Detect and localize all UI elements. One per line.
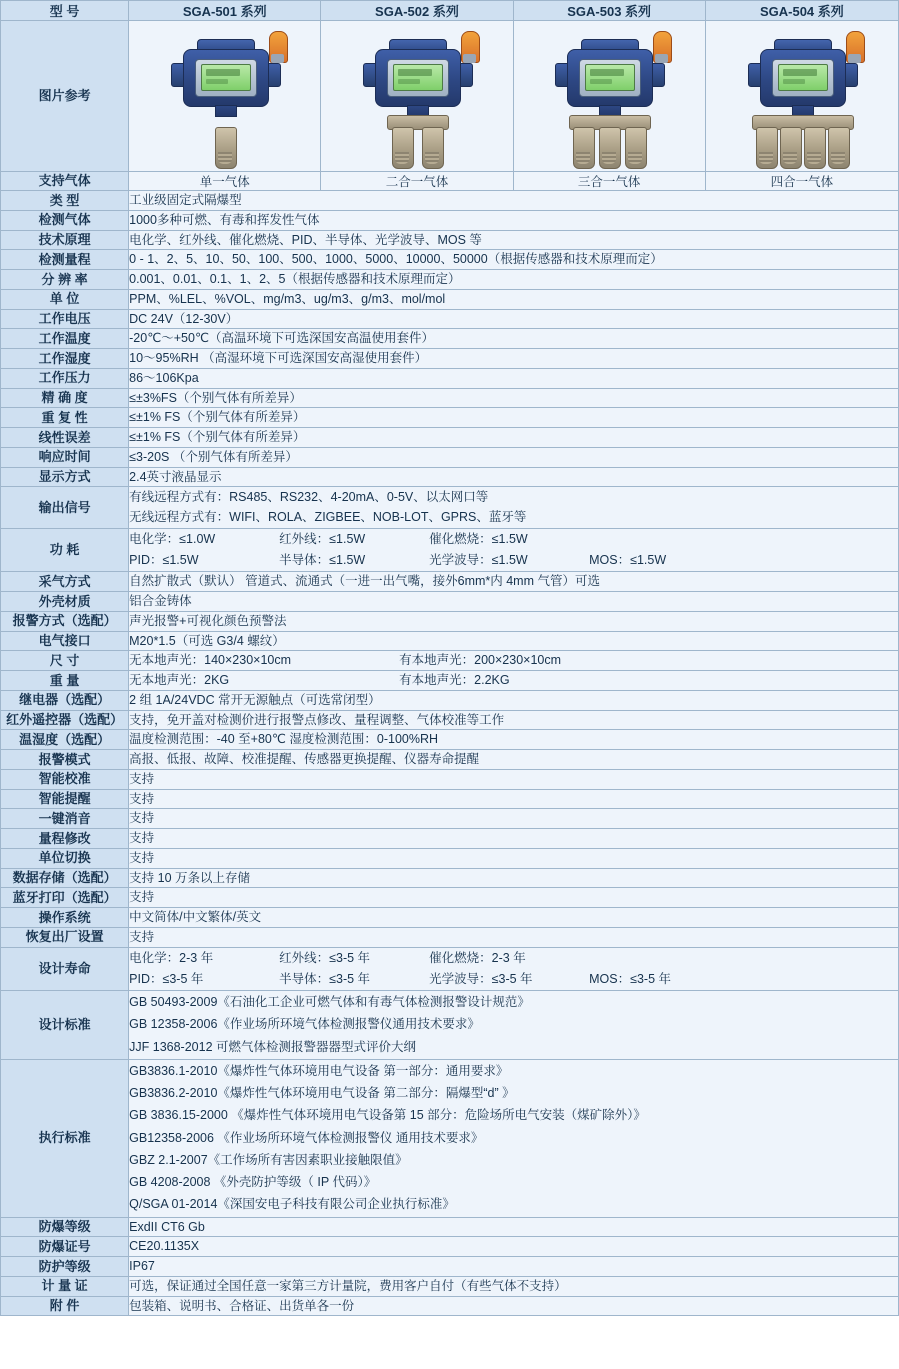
exec-standard-item: GBZ 2.1-2007《工作场所有害因素职业接触限值》 [129, 1152, 408, 1167]
row-value-data-storage: 支持 10 万条以上存储 [129, 868, 899, 888]
power-catalytic: 催化燃烧：≤1.5W [429, 531, 528, 546]
row-value-ir-remote: 支持，免开盖对检测价进行报警点修改、量程调整、气体校准等工作 [129, 710, 899, 730]
table-row-temp-humidity-option [1, 730, 899, 750]
row-label-temp-humidity-option: 温湿度（选配） [1, 730, 129, 750]
table-row-exec-standard [1, 1059, 899, 1217]
device-screen [393, 64, 443, 91]
row-value-principle: 电化学、红外线、催化燃烧、PID、半导体、光学波导、MOS 等 [129, 230, 899, 250]
table-row-accessories [1, 1296, 899, 1316]
row-label-alarm-mode-option: 报警方式（选配） [1, 611, 129, 631]
supported-gas-504: 四合一气体 [705, 172, 898, 191]
row-label-factory-reset: 恢复出厂设置 [1, 927, 129, 947]
row-value-temp-humidity-option: 温度检测范围：-40 至+80℃ 湿度检测范围：0-100%RH [129, 730, 899, 750]
sensor-probe [804, 127, 826, 169]
sensor-probe [573, 127, 595, 169]
row-label-exec-standard: 执行标准 [1, 1059, 129, 1217]
design-standard-item: GB 12358-2006《作业场所环境气体检测报警仪通用技术要求》 [129, 1017, 480, 1032]
row-label-ex-rating: 防爆等级 [1, 1217, 129, 1237]
table-row-principle [1, 230, 899, 250]
supported-gas-503: 三合一气体 [513, 172, 705, 191]
row-label-supported-gas: 支持气体 [1, 172, 129, 191]
lifetime-mos: MOS：≤3-5 年 [589, 971, 672, 986]
row-label-ex-cert: 防爆证号 [1, 1237, 129, 1257]
product-image-503 [513, 21, 705, 172]
supported-gas-501: 单一气体 [129, 172, 321, 191]
row-value-output-signal [129, 487, 899, 529]
row-value-response-time: ≤3-20S （个别气体有所差异） [129, 447, 899, 467]
row-value-temperature: -20℃～+50℃（高温环境下可选深国安高温使用套件） [129, 329, 899, 349]
row-label-metrology-cert: 计 量 证 [1, 1276, 129, 1296]
product-image-504 [705, 21, 898, 172]
table-row-ip-rating [1, 1257, 899, 1277]
sensor-probe [215, 127, 237, 169]
screen-segment [398, 69, 432, 76]
table-row-image [1, 21, 899, 172]
exec-standard-item: GB3836.1-2010《爆炸性气体环境用电气设备 第一部分：通用要求》 [129, 1063, 509, 1078]
row-label-output-signal: 输出信号 [1, 487, 129, 529]
table-row-humidity [1, 349, 899, 369]
row-label-ir-remote: 红外遥控器（选配） [1, 710, 129, 730]
exec-standard-item: GB3836.2-2010《爆炸性气体环境用电气设备 第二部分：隔爆型“d” 》 [129, 1086, 515, 1100]
table-row-ex-rating [1, 1217, 899, 1237]
row-value-exec-standard [129, 1059, 899, 1217]
row-label-sampling: 采气方式 [1, 572, 129, 592]
row-value-housing: 铝合金铸体 [129, 592, 899, 612]
row-value-smart-reminder: 支持 [129, 789, 899, 809]
row-label-principle: 技术原理 [1, 230, 129, 250]
row-label-data-storage: 数据存储（选配） [1, 868, 129, 888]
table-row-type [1, 191, 899, 211]
table-row-linearity [1, 428, 899, 448]
table-row-range [1, 250, 899, 270]
row-label-resolution: 分 辨 率 [1, 270, 129, 290]
exec-standard-item: GB 3836.15-2000 《爆炸性气体环境用电气设备第 15 部分：危险场所电气安装（煤矿除外）》 [129, 1108, 646, 1123]
lifetime-electrochemical: 电化学：2-3 年 [129, 950, 214, 965]
table-row-factory-reset [1, 927, 899, 947]
lifetime-semiconductor: 半导体：≤3-5 年 [279, 971, 371, 986]
row-value-unit: PPM、%LEL、%VOL、mg/m3、ug/m3、g/m3、mol/mol [129, 289, 899, 309]
table-row-housing [1, 592, 899, 612]
row-label-smart-calibration: 智能校准 [1, 769, 129, 789]
table-row-repeatability [1, 408, 899, 428]
output-wired: 有线远程方式有：RS485、RS232、4-20mA、0-5V、以太网口等 [129, 490, 489, 505]
table-row-supported-gas [1, 172, 899, 191]
lifetime-line-1 [129, 948, 898, 969]
table-row-power [1, 528, 899, 572]
size-with-alarm: 有本地声光：200×230×10cm [399, 653, 562, 668]
sensor-probe [422, 127, 444, 169]
power-optical-waveguide: 光学波导：≤1.5W [429, 553, 528, 567]
model-503: SGA-503 系列 [513, 1, 705, 21]
row-value-alarm-modes: 高报、低报、故障、校准提醒、传感器更换提醒、仪器寿命提醒 [129, 750, 899, 770]
table-row-relay [1, 690, 899, 710]
product-image-502 [321, 21, 513, 172]
table-row-bluetooth-print [1, 888, 899, 908]
table-row-response-time [1, 447, 899, 467]
table-row-detect-gas [1, 210, 899, 230]
row-label-range: 检测量程 [1, 250, 129, 270]
sensor-probe [392, 127, 414, 169]
row-value-ip-rating: IP67 [129, 1257, 899, 1277]
row-label-weight: 重 量 [1, 671, 129, 691]
row-label-accessories: 附 件 [1, 1296, 129, 1316]
row-label-type: 类 型 [1, 191, 129, 211]
row-label-linearity: 线性误差 [1, 428, 129, 448]
row-label-alarm-modes: 报警模式 [1, 750, 129, 770]
row-value-unit-switch: 支持 [129, 848, 899, 868]
row-value-design-standard [129, 991, 899, 1060]
design-standard-item: GB 50493-2009《石油化工企业可燃气体和有毒气体检测报警设计规范》 [129, 995, 530, 1009]
row-label-temperature: 工作温度 [1, 329, 129, 349]
sensor-probe [625, 127, 647, 169]
row-label-electrical-interface: 电气接口 [1, 631, 129, 651]
alarm-lamp-icon [269, 31, 288, 63]
row-value-linearity: ≤±1% FS（个别气体有所差异） [129, 428, 899, 448]
table-row-unit [1, 289, 899, 309]
row-value-humidity: 10～95%RH （高湿环境下可选深国安高湿使用套件） [129, 349, 899, 369]
screen-segment-small [398, 79, 420, 84]
row-label-ip-rating: 防护等级 [1, 1257, 129, 1277]
row-value-accuracy: ≤±3%FS（个别气体有所差异） [129, 388, 899, 408]
row-value-alarm-mode-option: 声光报警+可视化颜色预警法 [129, 611, 899, 631]
row-value-repeatability: ≤±1% FS（个别气体有所差异） [129, 408, 899, 428]
row-label-os: 操作系统 [1, 908, 129, 928]
device-illustration-4 [722, 23, 882, 169]
row-label-accuracy: 精 确 度 [1, 388, 129, 408]
device-neck [215, 105, 237, 117]
power-line-1 [129, 529, 898, 550]
table-row-accuracy [1, 388, 899, 408]
power-mos: MOS：≤1.5W [589, 553, 667, 567]
device-screen [778, 64, 828, 91]
row-label-unit-switch: 单位切换 [1, 848, 129, 868]
power-line-2 [129, 550, 898, 571]
table-row-voltage [1, 309, 899, 329]
row-label-pressure: 工作压力 [1, 368, 129, 388]
row-value-sampling: 自然扩散式（默认） 管道式、流通式（一进一出气嘴，接外6mm*内 4mm 气管）可选 [129, 572, 899, 592]
row-label-design-standard: 设计标准 [1, 991, 129, 1060]
device-screen [201, 64, 251, 91]
table-row-pressure [1, 368, 899, 388]
row-value-type: 工业级固定式隔爆型 [129, 191, 899, 211]
row-value-metrology-cert: 可选，保证通过全国任意一家第三方计量院，费用客户自付（有些气体不支持） [129, 1276, 899, 1296]
output-wireless: 无线远程方式有：WIFI、ROLA、ZIGBEE、NOB-LOT、GPRS、蓝牙等 [129, 510, 527, 524]
model-504: SGA-504 系列 [705, 1, 898, 21]
table-row-smart-reminder [1, 789, 899, 809]
model-501: SGA-501 系列 [129, 1, 321, 21]
screen-segment [206, 69, 240, 76]
screen-segment [590, 69, 624, 76]
row-value-weight [129, 671, 899, 691]
power-semiconductor: 半导体：≤1.5W [279, 553, 366, 567]
exec-standard-item: Q/SGA 01-2014《深国安电子科技有限公司企业执行标准》 [129, 1197, 455, 1212]
device-illustration-2 [337, 23, 497, 169]
table-row-smart-calibration [1, 769, 899, 789]
row-value-bluetooth-print: 支持 [129, 888, 899, 908]
exec-standard-item: GB12358-2006 《作业场所环境气体检测报警仪 通用技术要求》 [129, 1130, 484, 1145]
power-pid: PID：≤1.5W [129, 553, 199, 567]
row-value-accessories: 包装箱、说明书、合格证、出货单各一份 [129, 1296, 899, 1316]
row-value-range-modify: 支持 [129, 829, 899, 849]
row-value-pressure: 86～106Kpa [129, 368, 899, 388]
product-image-501 [129, 21, 321, 172]
row-value-os: 中文简体/中文繁体/英文 [129, 908, 899, 928]
model-502: SGA-502 系列 [321, 1, 513, 21]
row-value-display: 2.4英寸液晶显示 [129, 467, 899, 487]
table-row-unit-switch [1, 848, 899, 868]
table-row-output-signal [1, 487, 899, 529]
row-label-bluetooth-print: 蓝牙打印（选配） [1, 888, 129, 908]
row-value-range: 0 - 1、2、5、10、50、100、500、1000、5000、10000、50000（根据传感器和技术原理而定） [129, 250, 899, 270]
sensor-probe [780, 127, 802, 169]
table-row-ir-remote [1, 710, 899, 730]
table-row-alarm-modes [1, 750, 899, 770]
screen-segment-small [783, 79, 805, 84]
table-row-weight [1, 671, 899, 691]
table-row-resolution [1, 270, 899, 290]
size-without-alarm: 无本地声光：140×230×10cm [129, 653, 292, 668]
row-value-lifetime [129, 947, 899, 991]
row-label-power: 功 耗 [1, 528, 129, 572]
row-label-humidity: 工作湿度 [1, 349, 129, 369]
row-label-smart-reminder: 智能提醒 [1, 789, 129, 809]
row-value-electrical-interface: M20*1.5（可选 G3/4 螺纹） [129, 631, 899, 651]
row-value-ex-cert: CE20.1135X [129, 1237, 899, 1257]
row-value-size [129, 651, 899, 671]
table-row-ex-cert [1, 1237, 899, 1257]
exec-standard-item: GB 4208-2008 《外壳防护等级（ IP 代码）》 [129, 1175, 377, 1189]
screen-segment-small [590, 79, 612, 84]
row-value-voltage: DC 24V（12-30V） [129, 309, 899, 329]
design-standard-item: JJF 1368-2012 可燃气体检测报警器器型式评价大纲 [129, 1039, 417, 1054]
table-row-data-storage [1, 868, 899, 888]
row-label-detect-gas: 检测气体 [1, 210, 129, 230]
table-row-electrical-interface [1, 631, 899, 651]
row-value-one-key-mute: 支持 [129, 809, 899, 829]
row-label-repeatability: 重 复 性 [1, 408, 129, 428]
row-value-detect-gas: 1000多种可燃、有毒和挥发性气体 [129, 210, 899, 230]
table-row-design-standard [1, 991, 899, 1060]
power-infrared: 红外线：≤1.5W [279, 531, 366, 546]
row-value-ex-rating: ExdII CT6 Gb [129, 1217, 899, 1237]
row-value-resolution: 0.001、0.01、0.1、1、2、5（根据传感器和技术原理而定） [129, 270, 899, 290]
power-electrochemical: 电化学：≤1.0W [129, 531, 216, 546]
device-illustration-3 [529, 23, 689, 169]
device-illustration-1 [145, 23, 305, 169]
row-label-lifetime: 设计寿命 [1, 947, 129, 991]
row-value-factory-reset: 支持 [129, 927, 899, 947]
table-row-os [1, 908, 899, 928]
lifetime-infrared: 红外线：≤3-5 年 [279, 950, 371, 965]
lifetime-pid: PID：≤3-5 年 [129, 971, 204, 986]
screen-segment [783, 69, 817, 76]
lifetime-catalytic: 催化燃烧：2-3 年 [429, 950, 526, 965]
sensor-probe [828, 127, 850, 169]
row-value-power [129, 528, 899, 572]
device-screen [585, 64, 635, 91]
table-row-lifetime [1, 947, 899, 991]
weight-without-alarm: 无本地声光：2KG [129, 673, 230, 687]
supported-gas-502: 二合一气体 [321, 172, 513, 191]
row-label-range-modify: 量程修改 [1, 829, 129, 849]
table-row-one-key-mute [1, 809, 899, 829]
lifetime-line-2 [129, 969, 898, 990]
row-label-voltage: 工作电压 [1, 309, 129, 329]
sensor-probe [756, 127, 778, 169]
table-row-size [1, 651, 899, 671]
table-row-temperature [1, 329, 899, 349]
row-label-display: 显示方式 [1, 467, 129, 487]
weight-with-alarm: 有本地声光：2.2KG [399, 673, 510, 687]
table-row-model [1, 1, 899, 21]
table-row-alarm-mode-option [1, 611, 899, 631]
screen-segment-small [206, 79, 228, 84]
row-label-one-key-mute: 一键消音 [1, 809, 129, 829]
row-value-relay: 2 组 1A/24VDC 常开无源触点（可选常闭型） [129, 690, 899, 710]
row-label-image: 图片参考 [1, 21, 129, 172]
table-row-display [1, 467, 899, 487]
row-label-size: 尺 寸 [1, 651, 129, 671]
table-row-metrology-cert [1, 1276, 899, 1296]
table-row-sampling [1, 572, 899, 592]
row-label-housing: 外壳材质 [1, 592, 129, 612]
lifetime-optical-waveguide: 光学波导：≤3-5 年 [429, 971, 533, 986]
row-label-relay: 继电器（选配） [1, 690, 129, 710]
table-row-range-modify [1, 829, 899, 849]
row-label-unit: 单 位 [1, 289, 129, 309]
alarm-lamp-icon [461, 31, 480, 63]
alarm-lamp-icon [846, 31, 865, 63]
row-label-response-time: 响应时间 [1, 447, 129, 467]
sensor-probe [599, 127, 621, 169]
row-label-model: 型 号 [1, 1, 129, 21]
row-value-smart-calibration: 支持 [129, 769, 899, 789]
alarm-lamp-icon [653, 31, 672, 63]
